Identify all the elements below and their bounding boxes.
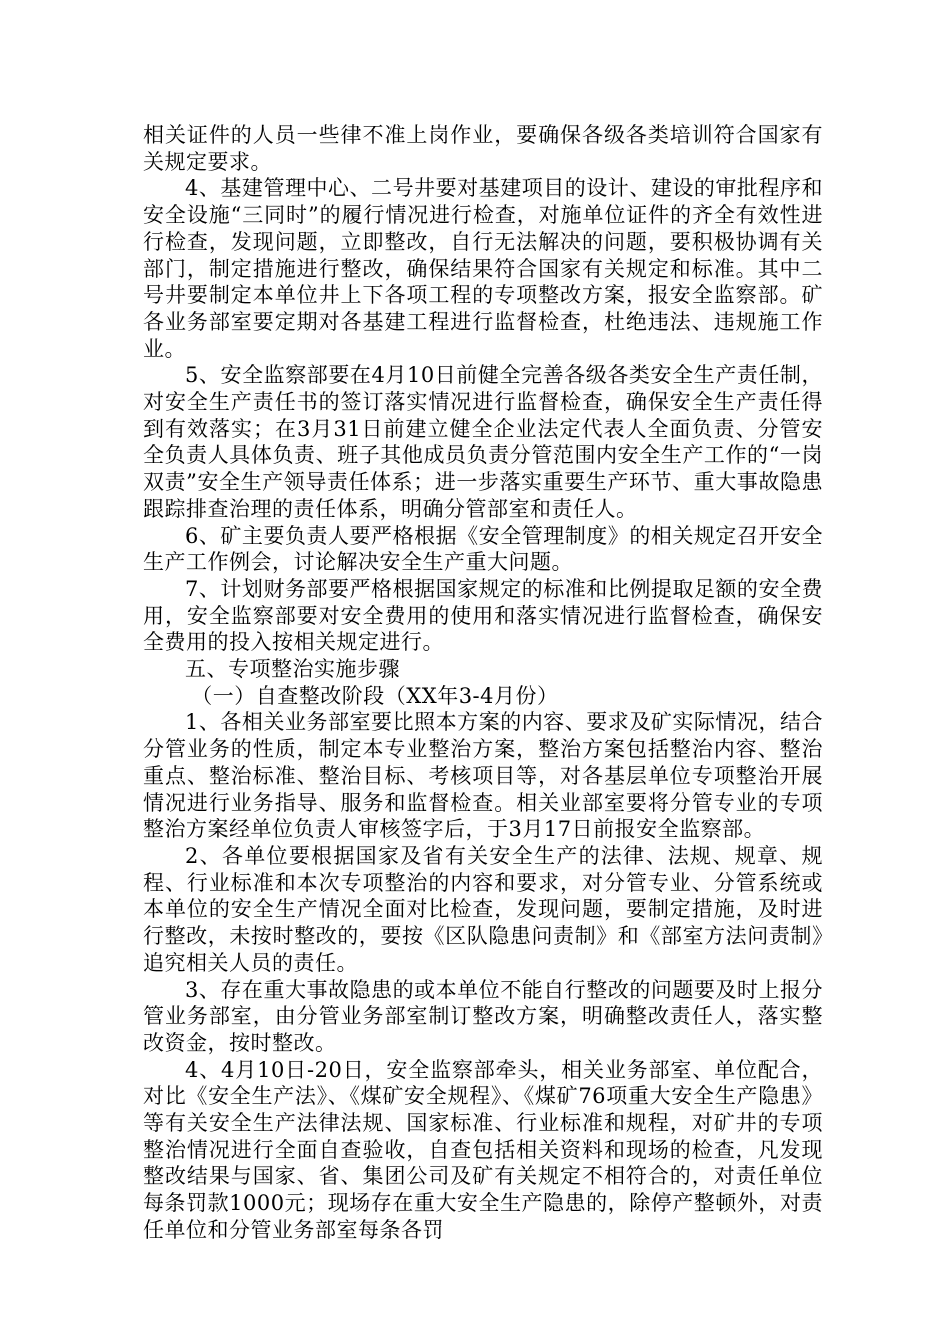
paragraph-step-1: 1、各相关业务部室要比照本方案的内容、要求及矿实际情况，结合分管业务的性质，制定本专业整治方案，整治方案包括整治内容、整治重点、整治标准、整治目标、考核项目等，对各基层单位专项整治开展情况进行业务指导、服务和监督检查。相关业部室要将分管专业的专项整治方案经单位负责人审核签字后，于3月17日前报安全监察部。: [143, 710, 823, 842]
paragraph-item-7-funds: 7、计划财务部要严格根据国家规定的标准和比例提取足额的安全费用，安全监察部要对安全费用的使用和落实情况进行监督检查，确保安全费用的投入按相关规定进行。: [143, 576, 823, 655]
paragraph-item-4-infrastructure: 4、基建管理中心、二号井要对基建项目的设计、建设的审批程序和安全设施“三同时”的履行情况进行检查，对施单位证件的齐全有效性进行检查，发现问题，立即整改，自行无法解决的问题，要积极协调有关部门，制定措施进行整改，确保结果符合国家有关规定和标准。其中二号井要制定本单位井上下各项工程的专项整改方案，报安全监察部。矿各业务部室要定期对各基建工程进行监督检查，杜绝违法、违规施工作业。: [143, 176, 823, 361]
paragraph-step-3: 3、存在重大事故隐患的或本单位不能自行整改的问题要及时上报分管业务部室，由分管业务部室制订整改方案，明确整改责任人，落实整改资金，按时整改。: [143, 977, 823, 1055]
paragraph-continuation: 相关证件的人员一些律不准上岗作业，要确保各级各类培训符合国家有关规定要求。: [143, 123, 823, 174]
paragraph-step-2: 2、各单位要根据国家及省有关安全生产的法律、法规、规章、规程、行业标准和本次专项整治的内容和要求，对分管专业、分管系统或本单位的安全生产情况全面对比检查，发现问题，要制定措施，及时进行整改，未按时整改的，要按《区队隐患问责制》和《部室方法问责制》追究相关人员的责任。: [143, 843, 823, 975]
section-heading-5: 五、专项整治实施步骤: [185, 657, 400, 682]
document-body: [143, 122, 823, 1244]
subsection-heading-1: （一）自查整改阶段（XX年3-4月份）: [191, 683, 559, 708]
paragraph-step-4: 4、4月10日-20日，安全监察部牵头，相关业务部室、单位配合，对比《安全生产法》、《煤矿安全规程》、《煤矿76项重大安全生产隐患》等有关安全生产法律法规、国家标准、行业标准和规程，对矿井的专项整治情况进行全面自查验收，自查包括相关资料和现场的检查，凡发现整改结果与国家、省、集团公司及矿有关规定不相符合的，对责任单位每条罚款1000元；现场存在重大安全生产隐患的，除停产整顿外，对责任单位和分管业务部室每条各罚: [143, 1057, 823, 1242]
paragraph-item-5-responsibility: 5、安全监察部要在4月10日前健全完善各级各类安全生产责任制，对安全生产责任书的签订落实情况进行监督检查，确保安全生产责任得到有效落实；在3月31日前建立健全企业法定代表人全面负责、分管安全负责人具体负责、班子其他成员负责分管范围内安全生产工作的“一岗双责”安全生产领导责任体系；进一步落实重要生产环节、重大事故隐患跟踪排查治理的责任体系，明确分管部室和责任人。: [143, 363, 823, 521]
paragraph-item-6-meeting: 6、矿主要负责人要严格根据《安全管理制度》的相关规定召开安全生产工作例会，讨论解决安全生产重大问题。: [143, 523, 823, 575]
